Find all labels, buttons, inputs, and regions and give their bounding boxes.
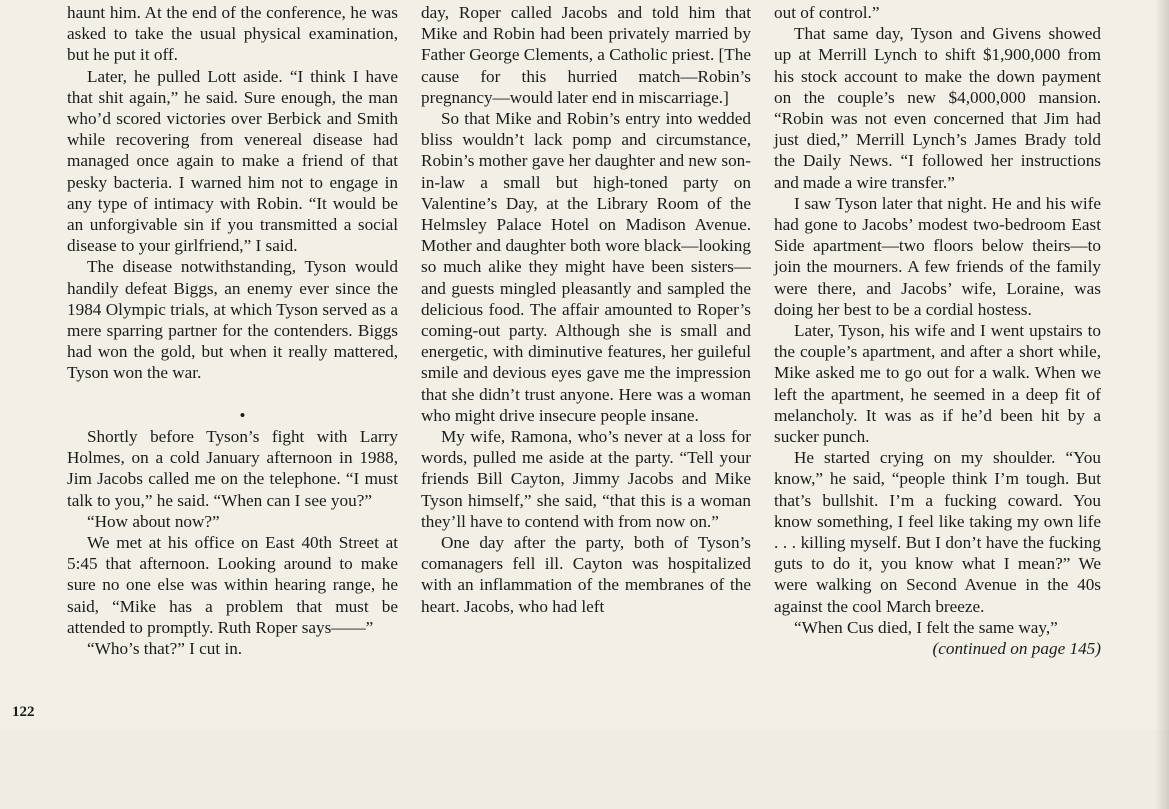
paragraph: One day after the party, both of Tyson’s comanagers fell ill. Cayton was hospitalized with an inflammation of the membranes of the heart. Jacobs, who had left xyxy=(421,533,751,616)
paragraph: Shortly before Tyson’s fight with Larry Holmes, on a cold January afternoon in 1988, Jim Jacobs called me on the telephone. “I must talk to you,” he said. “When can I see you?” xyxy=(67,427,398,510)
paragraph: out of control.” xyxy=(774,3,880,22)
paragraph: Later, he pulled Lott aside. “I think I have that shit again,” he said. Sure enough, the man who’d scored victories over Berbick and Smith while recovering from venereal disease had managed once again to make a friend of that pesky bacteria. I warned him not to engage in any type of intimacy with Robin. “It would be an unforgivable sin if you transmitted a social disease to your girlfriend,” I said. xyxy=(67,66,398,256)
continued-note: (continued on page 145) xyxy=(932,639,1101,659)
text-column-2 xyxy=(421,2,751,617)
paragraph: Later, Tyson, his wife and I went upstairs to the couple’s apartment, and after a short while, Mike asked me to go out for a walk. When we left the apartment, he seemed in a deep fit of melancholy. It was as if he’d been hit by a sucker punch. xyxy=(774,321,1101,447)
section-spacer xyxy=(67,384,398,405)
paragraph: “How about now?” xyxy=(87,511,220,531)
text-column-3 xyxy=(774,2,1101,659)
paragraph: My wife, Ramona, who’s never at a loss for words, pulled me aside at the party. “Tell your friends Bill Cayton, Jimmy Jacobs and Mike Tyson himself,” she said, “that this is a woman they’ll have to contend with from now on.” xyxy=(421,427,751,531)
paragraph: I saw Tyson later that night. He and his wife had gone to Jacobs’ modest two-bedroom East Side apartment—two floors below theirs—to join the mourners. A few friends of the family were there, and Jacobs’ wife, Loraine, was doing her best to be a cordial hostess. xyxy=(774,193,1101,319)
text-column-1 xyxy=(67,2,398,659)
page-bottom-margin xyxy=(0,730,1169,809)
page-edge-shadow xyxy=(1155,0,1169,809)
paragraph: That same day, Tyson and Givens showed up at Merrill Lynch to shift $1,900,000 from his stock account to make the down payment on the couple’s new $4,000,000 mansion. “Robin was not even concerned that Jim had just died,” Merrill Lynch’s James Brady told the Daily News. “I followed her instructions and made a wire transfer.” xyxy=(774,24,1101,192)
paragraph: “When Cus died, I felt the same way,” xyxy=(794,617,1058,637)
section-break-bullet: • xyxy=(239,405,246,425)
paragraph: The disease notwithstanding, Tyson would handily defeat Biggs, an enemy ever since the 1984 Olympic trials, at which Tyson served as a mere sparring partner for the contenders. Biggs had won the gold, but when it really mattered, Tyson won the war. xyxy=(67,257,398,383)
paragraph: He started crying on my shoulder. “You know,” he said, “people think I’m tough. But that’s bullshit. I’m a fucking coward. You know something, I feel like taking my own life . . . killing myself. But I don’t have the fucking guts to do it, you know what I mean?” We were walking on Second Avenue in the 40s against the cool March breeze. xyxy=(774,448,1101,616)
paragraph: haunt him. At the end of the conference, he was asked to take the usual physical examination, but he put it off. xyxy=(67,3,398,65)
paragraph: day, Roper called Jacobs and told him that Mike and Robin had been privately married by Father George Clements, a Catholic priest. [The cause for this hurried match—Robin’s pregnancy—would later end in miscarriage.] xyxy=(421,3,751,107)
page-number: 122 xyxy=(12,704,35,720)
paragraph: We met at his office on East 40th Street at 5:45 that afternoon. Looking around to make sure no one else was within hearing range, he said, “Mike has a problem that must be attended to promptly. Ruth Roper says——” xyxy=(67,533,398,637)
paragraph: So that Mike and Robin’s entry into wedded bliss wouldn’t lack pomp and circumstance, Robin’s mother gave her daughter and new son-in-law a small but high-toned party on Valentine’s Day, at the Library Room of the Helmsley Palace Hotel on Madison Avenue. Mother and daughter both wore black—looking so much alike they might have been sisters—and guests mingled pleasantly and sampled the delicious food. The affair amounted to Roper’s coming-out party. Although she is small and energetic, with diminutive features, her guileful smile and devious eyes gave me the impression that she didn’t trust anyone. Here was a woman who might drive insecure people insane. xyxy=(421,109,751,425)
paragraph: “Who’s that?” I cut in. xyxy=(87,639,243,659)
